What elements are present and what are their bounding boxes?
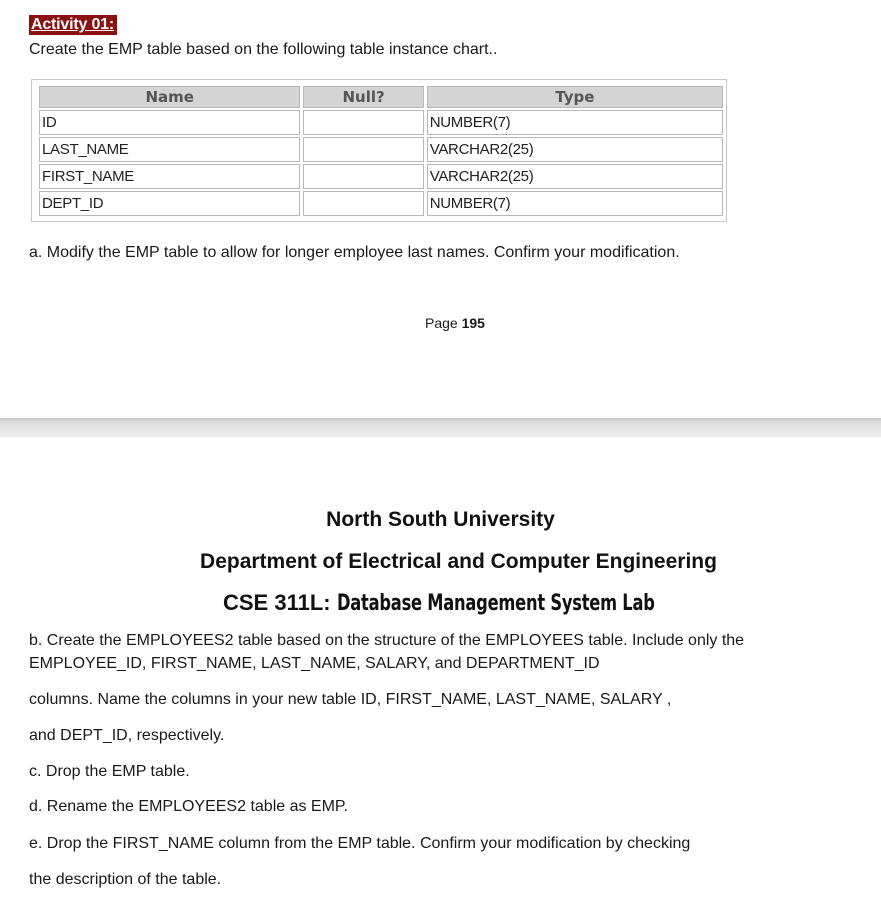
question-b-line-1: b. Create the EMPLOYEES2 table based on the structure of the EMPLOYEES table. Include only the bbox=[29, 632, 745, 649]
question-b-line-4: and DEPT_ID, respectively. bbox=[29, 727, 225, 744]
table-row bbox=[39, 137, 723, 162]
cell-name: ID bbox=[39, 110, 300, 135]
table-row bbox=[39, 164, 723, 189]
table-row bbox=[39, 191, 723, 216]
course-code: CSE 311L: bbox=[223, 590, 331, 615]
header-type: Type bbox=[427, 86, 723, 108]
question-b-line-2: EMPLOYEE_ID, FIRST_NAME, LAST_NAME, SALARY, and DEPARTMENT_ID bbox=[29, 655, 600, 672]
cell-type: VARCHAR2(25) bbox=[427, 137, 723, 162]
header-null: Null? bbox=[303, 86, 423, 108]
page-number-value: 195 bbox=[461, 315, 485, 331]
cell-null bbox=[303, 164, 423, 189]
cell-null bbox=[303, 191, 423, 216]
table-row bbox=[39, 110, 723, 135]
course-title bbox=[0, 589, 881, 618]
question-e-line-2: the description of the table. bbox=[29, 871, 222, 888]
header-name: Name bbox=[39, 86, 300, 108]
question-c: c. Drop the EMP table. bbox=[29, 763, 190, 780]
course-name: Database Management System Lab bbox=[336, 591, 655, 616]
cell-null bbox=[303, 110, 423, 135]
emp-table-chart bbox=[36, 84, 726, 218]
question-e-line-1: e. Drop the FIRST_NAME column from the EMP table. Confirm your modification by checking bbox=[29, 835, 691, 852]
cell-name: FIRST_NAME bbox=[39, 164, 300, 189]
cell-null bbox=[303, 137, 423, 162]
intro-text: Create the EMP table based on the following table instance chart.. bbox=[29, 41, 498, 58]
page-label: Page bbox=[425, 315, 458, 331]
page-separator bbox=[0, 418, 881, 437]
question-d: d. Rename the EMPLOYEES2 table as EMP. bbox=[29, 798, 348, 815]
page-number bbox=[425, 314, 485, 332]
cell-type: VARCHAR2(25) bbox=[427, 164, 723, 189]
question-b-line-3: columns. Name the columns in your new table ID, FIRST_NAME, LAST_NAME, SALARY , bbox=[29, 691, 672, 708]
cell-type: NUMBER(7) bbox=[427, 191, 723, 216]
cell-name: LAST_NAME bbox=[39, 137, 300, 162]
table-instance-chart bbox=[31, 79, 727, 222]
cell-name: DEPT_ID bbox=[39, 191, 300, 216]
cell-type: NUMBER(7) bbox=[427, 110, 723, 135]
question-a: a. Modify the EMP table to allow for longer employee last names. Confirm your modification. bbox=[29, 244, 680, 261]
activity-title: Activity 01: bbox=[29, 15, 117, 35]
table-header-row bbox=[39, 86, 723, 108]
university-name: North South University bbox=[326, 508, 555, 531]
department-name: Department of Electrical and Computer Engineering bbox=[200, 550, 717, 573]
